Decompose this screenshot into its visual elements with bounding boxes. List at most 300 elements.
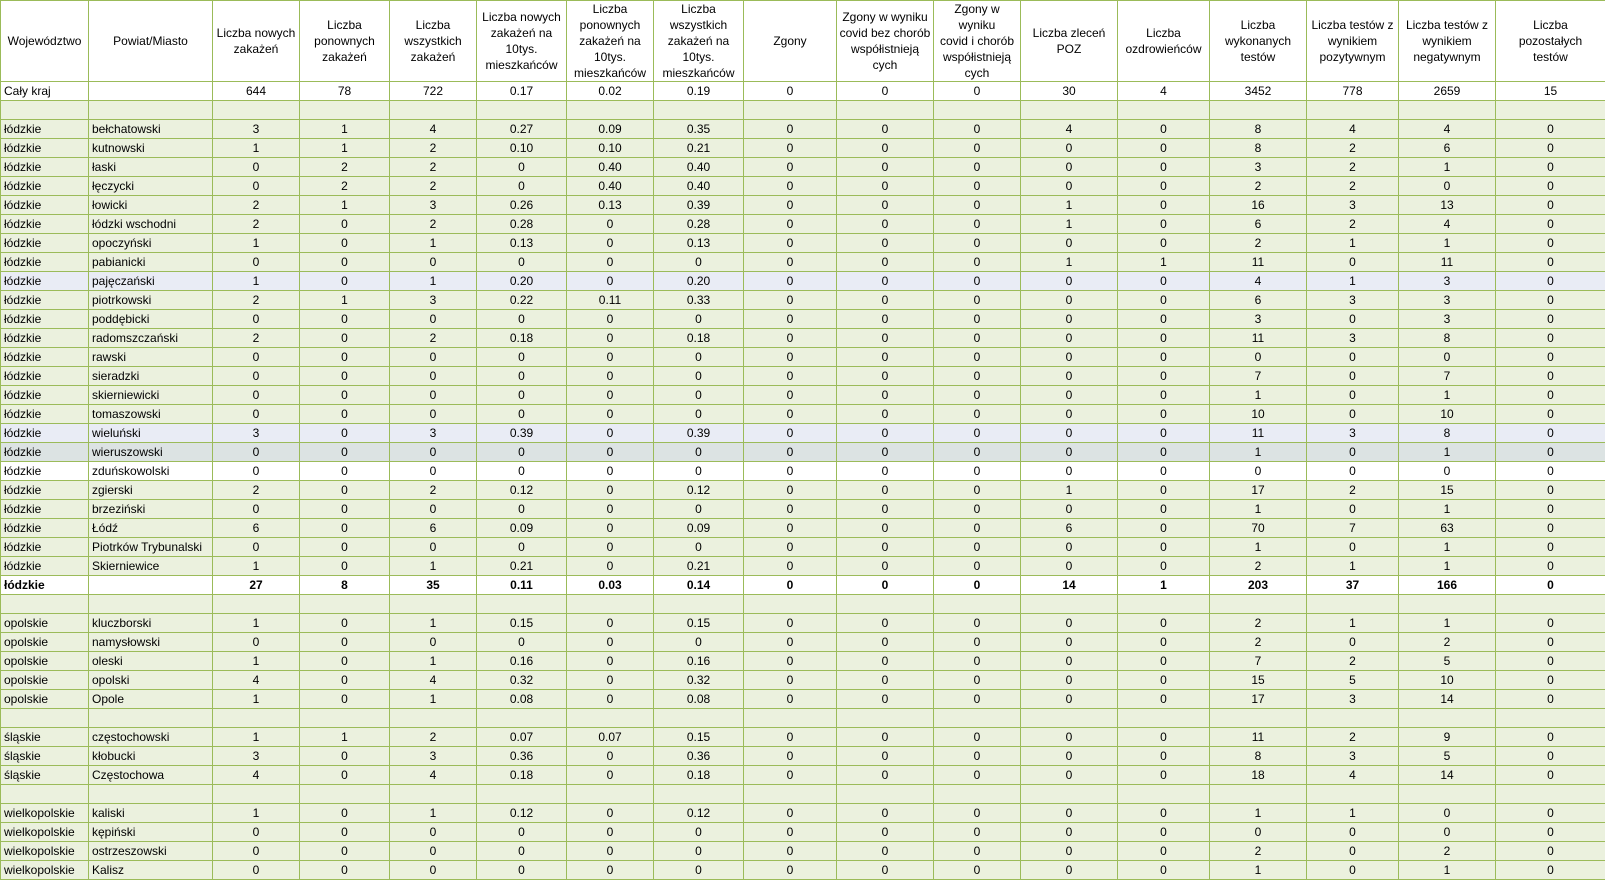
table-cell bbox=[1210, 785, 1307, 804]
table-cell: 0 bbox=[567, 310, 654, 329]
table-cell: Częstochowa bbox=[89, 766, 213, 785]
table-cell: 3 bbox=[390, 196, 477, 215]
table-cell: 10 bbox=[1210, 405, 1307, 424]
table-cell: łódzkie bbox=[1, 500, 89, 519]
table-row bbox=[1, 234, 1605, 253]
table-cell: 2 bbox=[390, 329, 477, 348]
table-cell bbox=[837, 101, 934, 120]
table-cell: 0.21 bbox=[477, 557, 567, 576]
table-cell: 0 bbox=[1496, 139, 1605, 158]
table-cell: łódzkie bbox=[1, 272, 89, 291]
column-header-line: wynikiem bbox=[1327, 34, 1378, 48]
table-cell: 0.18 bbox=[654, 329, 744, 348]
table-cell: 0 bbox=[744, 386, 837, 405]
table-cell: 0 bbox=[390, 633, 477, 652]
table-cell: 0 bbox=[1496, 177, 1605, 196]
table-cell: 0 bbox=[567, 253, 654, 272]
table-cell: 1 bbox=[390, 557, 477, 576]
table-cell: 0 bbox=[1496, 120, 1605, 139]
table-cell: 0 bbox=[934, 120, 1021, 139]
table-cell: 0 bbox=[1118, 329, 1210, 348]
table-cell bbox=[477, 709, 567, 728]
table-cell: 0 bbox=[934, 367, 1021, 386]
table-cell: 78 bbox=[300, 82, 390, 101]
table-cell: wielkopolskie bbox=[1, 804, 89, 823]
table-cell: 0 bbox=[934, 747, 1021, 766]
table-cell: opolskie bbox=[1, 671, 89, 690]
table-cell bbox=[744, 595, 837, 614]
table-cell: 0 bbox=[744, 614, 837, 633]
table-cell: 4 bbox=[390, 120, 477, 139]
table-cell: zduńskowolski bbox=[89, 462, 213, 481]
table-cell: 2 bbox=[1307, 652, 1399, 671]
table-cell: 2 bbox=[390, 728, 477, 747]
table-cell: 0 bbox=[837, 196, 934, 215]
table-cell bbox=[1496, 101, 1605, 120]
table-row bbox=[1, 728, 1605, 747]
table-cell: 0 bbox=[477, 462, 567, 481]
table-cell: 4 bbox=[1210, 272, 1307, 291]
column-header bbox=[744, 1, 837, 82]
table-cell: 1 bbox=[1399, 861, 1496, 880]
table-cell: 0 bbox=[1118, 177, 1210, 196]
table-cell: 2 bbox=[1307, 158, 1399, 177]
table-cell: 2 bbox=[300, 177, 390, 196]
table-cell: 0 bbox=[934, 462, 1021, 481]
table-cell bbox=[213, 101, 300, 120]
table-cell: 0 bbox=[390, 367, 477, 386]
table-cell: 0 bbox=[300, 614, 390, 633]
table-cell: 0 bbox=[1021, 671, 1118, 690]
table-cell: 0.40 bbox=[567, 177, 654, 196]
table-cell: 0 bbox=[1118, 424, 1210, 443]
table-cell: 0 bbox=[300, 861, 390, 880]
table-cell: 0 bbox=[1118, 538, 1210, 557]
table-cell bbox=[89, 576, 213, 595]
table-cell: 0.03 bbox=[567, 576, 654, 595]
table-cell bbox=[744, 101, 837, 120]
table-cell: 0 bbox=[1496, 671, 1605, 690]
table-cell: 0 bbox=[390, 310, 477, 329]
table-row bbox=[1, 538, 1605, 557]
table-cell: 1 bbox=[213, 614, 300, 633]
table-cell bbox=[654, 709, 744, 728]
table-cell: 16 bbox=[1210, 196, 1307, 215]
table-cell bbox=[1307, 101, 1399, 120]
table-cell: 0.26 bbox=[477, 196, 567, 215]
table-cell: 0 bbox=[1021, 690, 1118, 709]
table-cell bbox=[1, 785, 89, 804]
table-cell: 15 bbox=[1496, 82, 1605, 101]
table-cell: 3 bbox=[1307, 747, 1399, 766]
table-cell: 0 bbox=[300, 462, 390, 481]
table-cell: 0.18 bbox=[477, 766, 567, 785]
table-cell: 1 bbox=[1210, 500, 1307, 519]
table-cell: 0 bbox=[1021, 348, 1118, 367]
table-cell: 1 bbox=[300, 291, 390, 310]
table-cell: łowicki bbox=[89, 196, 213, 215]
table-cell: 0 bbox=[1496, 481, 1605, 500]
table-cell: 0 bbox=[837, 633, 934, 652]
table-cell: 0 bbox=[837, 424, 934, 443]
table-cell: 4 bbox=[1399, 215, 1496, 234]
column-header-line: Liczba testów z bbox=[1405, 18, 1489, 32]
table-cell: 0 bbox=[934, 405, 1021, 424]
table-cell bbox=[89, 595, 213, 614]
table-cell: 0 bbox=[567, 861, 654, 880]
table-cell: 0 bbox=[934, 177, 1021, 196]
table-cell: 3 bbox=[390, 424, 477, 443]
table-cell: 0.40 bbox=[654, 177, 744, 196]
table-cell: 2 bbox=[213, 481, 300, 500]
table-cell: 0 bbox=[837, 804, 934, 823]
table-cell: 0 bbox=[1118, 519, 1210, 538]
table-cell: 1 bbox=[213, 728, 300, 747]
table-cell: 0 bbox=[300, 747, 390, 766]
column-header-line: wszystkich bbox=[669, 18, 728, 32]
table-cell: 0 bbox=[1118, 291, 1210, 310]
table-cell bbox=[567, 101, 654, 120]
table-cell: 0 bbox=[1021, 766, 1118, 785]
table-cell: 2 bbox=[390, 215, 477, 234]
table-cell: 0 bbox=[1021, 291, 1118, 310]
table-cell: 0 bbox=[477, 861, 567, 880]
table-cell bbox=[837, 785, 934, 804]
table-row bbox=[1, 614, 1605, 633]
table-cell: 0.16 bbox=[477, 652, 567, 671]
table-cell: 0 bbox=[567, 519, 654, 538]
table-cell: 0 bbox=[1118, 652, 1210, 671]
table-cell: 3 bbox=[1307, 690, 1399, 709]
table-cell: 0 bbox=[744, 367, 837, 386]
table-cell: 27 bbox=[213, 576, 300, 595]
column-header-line: Liczba testów z bbox=[1311, 18, 1394, 32]
table-cell: 0 bbox=[1496, 690, 1605, 709]
table-cell: 0 bbox=[934, 614, 1021, 633]
table-cell: 0 bbox=[837, 747, 934, 766]
table-cell: 0.09 bbox=[567, 120, 654, 139]
table-cell: 0.35 bbox=[654, 120, 744, 139]
table-cell: Piotrków Trybunalski bbox=[89, 538, 213, 557]
column-header-line: zakażeń bbox=[233, 42, 279, 56]
table-cell: 0 bbox=[654, 405, 744, 424]
table-cell: 0 bbox=[837, 405, 934, 424]
table-cell: 0 bbox=[390, 348, 477, 367]
column-header bbox=[1210, 1, 1307, 82]
table-cell: 1 bbox=[1021, 196, 1118, 215]
table-cell: 3 bbox=[213, 424, 300, 443]
table-cell: 0 bbox=[1496, 158, 1605, 177]
table-cell: 0 bbox=[1021, 500, 1118, 519]
table-cell: 0.39 bbox=[654, 196, 744, 215]
table-cell: 3 bbox=[390, 747, 477, 766]
table-cell: opolskie bbox=[1, 690, 89, 709]
table-cell: 17 bbox=[1210, 690, 1307, 709]
table-cell: 0 bbox=[567, 538, 654, 557]
table-cell: 3 bbox=[1307, 424, 1399, 443]
table-cell: 0 bbox=[1496, 804, 1605, 823]
table-cell: 4 bbox=[1399, 120, 1496, 139]
table-cell: 0 bbox=[654, 538, 744, 557]
table-cell: brzeziński bbox=[89, 500, 213, 519]
table-cell: 0 bbox=[1021, 614, 1118, 633]
table-cell: 0 bbox=[1021, 728, 1118, 747]
table-cell: 0 bbox=[300, 766, 390, 785]
table-cell: 0 bbox=[1496, 614, 1605, 633]
table-cell: 0 bbox=[1118, 272, 1210, 291]
table-cell: 0 bbox=[300, 538, 390, 557]
table-cell: 0 bbox=[567, 215, 654, 234]
table-cell: 10 bbox=[1399, 671, 1496, 690]
table-cell: 8 bbox=[1210, 120, 1307, 139]
table-row bbox=[1, 652, 1605, 671]
table-cell: 0 bbox=[1496, 310, 1605, 329]
table-cell: 1 bbox=[390, 614, 477, 633]
table-row bbox=[1, 747, 1605, 766]
table-cell bbox=[1496, 785, 1605, 804]
table-cell bbox=[89, 101, 213, 120]
table-cell: 1 bbox=[1210, 861, 1307, 880]
table-cell: 6 bbox=[390, 519, 477, 538]
table-row bbox=[1, 196, 1605, 215]
table-cell bbox=[1118, 595, 1210, 614]
table-body bbox=[1, 82, 1605, 880]
table-cell: 13 bbox=[1399, 196, 1496, 215]
table-cell: łódzkie bbox=[1, 367, 89, 386]
table-cell: 0 bbox=[934, 196, 1021, 215]
table-cell: 0 bbox=[1307, 861, 1399, 880]
table-cell: 0 bbox=[744, 329, 837, 348]
table-cell bbox=[477, 785, 567, 804]
table-row bbox=[1, 405, 1605, 424]
column-header-line: testów bbox=[1240, 50, 1276, 64]
table-cell: 0 bbox=[837, 272, 934, 291]
table-cell: 0 bbox=[1496, 348, 1605, 367]
table-cell: 0 bbox=[1496, 386, 1605, 405]
table-row bbox=[1, 158, 1605, 177]
table-cell: 4 bbox=[213, 671, 300, 690]
table-cell bbox=[300, 709, 390, 728]
table-cell: 0 bbox=[837, 348, 934, 367]
table-cell: 11 bbox=[1210, 728, 1307, 747]
table-cell bbox=[837, 595, 934, 614]
table-cell: 0.14 bbox=[654, 576, 744, 595]
table-cell: 2659 bbox=[1399, 82, 1496, 101]
table-cell: 0.17 bbox=[477, 82, 567, 101]
table-cell: 0 bbox=[1021, 329, 1118, 348]
table-cell: wielkopolskie bbox=[1, 823, 89, 842]
table-cell: 2 bbox=[213, 196, 300, 215]
table-row bbox=[1, 519, 1605, 538]
table-row bbox=[1, 253, 1605, 272]
table-cell: 0 bbox=[1118, 443, 1210, 462]
table-cell: 0 bbox=[567, 652, 654, 671]
table-cell: 0.28 bbox=[477, 215, 567, 234]
table-cell: 0 bbox=[1118, 481, 1210, 500]
table-cell: tomaszowski bbox=[89, 405, 213, 424]
table-cell: 0 bbox=[934, 842, 1021, 861]
table-cell: Łódź bbox=[89, 519, 213, 538]
table-cell bbox=[934, 785, 1021, 804]
table-cell: 1 bbox=[1021, 253, 1118, 272]
table-cell: 0 bbox=[1496, 728, 1605, 747]
table-cell: 1 bbox=[390, 652, 477, 671]
table-row bbox=[1, 291, 1605, 310]
table-cell: 1 bbox=[1210, 538, 1307, 557]
table-cell: 0 bbox=[837, 329, 934, 348]
table-cell: 0 bbox=[1496, 424, 1605, 443]
table-cell: 0 bbox=[837, 443, 934, 462]
table-cell: 0 bbox=[934, 823, 1021, 842]
table-cell: 1 bbox=[213, 804, 300, 823]
table-cell: 0 bbox=[837, 462, 934, 481]
table-cell bbox=[744, 709, 837, 728]
table-row bbox=[1, 500, 1605, 519]
table-cell: 3 bbox=[390, 291, 477, 310]
table-cell: 0 bbox=[1307, 823, 1399, 842]
column-header-line: Liczba bbox=[592, 2, 628, 16]
table-cell: 0 bbox=[390, 462, 477, 481]
table-cell: 0 bbox=[1118, 348, 1210, 367]
table-cell: 0 bbox=[300, 842, 390, 861]
table-cell: 0 bbox=[837, 367, 934, 386]
table-cell: 0 bbox=[654, 386, 744, 405]
table-cell: 0.09 bbox=[654, 519, 744, 538]
table-cell: 0 bbox=[1118, 462, 1210, 481]
table-row bbox=[1, 120, 1605, 139]
table-cell bbox=[1118, 709, 1210, 728]
table-cell: 4 bbox=[1118, 82, 1210, 101]
table-cell: 0 bbox=[934, 557, 1021, 576]
table-cell: 0 bbox=[934, 519, 1021, 538]
table-cell: 0 bbox=[744, 82, 837, 101]
table-cell: 0 bbox=[477, 367, 567, 386]
table-cell: opolskie bbox=[1, 614, 89, 633]
table-cell bbox=[213, 785, 300, 804]
table-cell: 0.10 bbox=[567, 139, 654, 158]
table-cell: 3 bbox=[1399, 310, 1496, 329]
column-header-line: negatywnym bbox=[1413, 50, 1481, 64]
table-cell bbox=[1399, 785, 1496, 804]
table-cell: 0.19 bbox=[654, 82, 744, 101]
table-cell: 1 bbox=[390, 272, 477, 291]
table-cell: 0 bbox=[300, 272, 390, 291]
header-row bbox=[1, 1, 1605, 82]
table-cell: 3 bbox=[213, 120, 300, 139]
table-cell: 0 bbox=[654, 633, 744, 652]
column-header bbox=[837, 1, 934, 82]
table-cell: 17 bbox=[1210, 481, 1307, 500]
table-cell: 3 bbox=[1307, 196, 1399, 215]
table-cell: 0 bbox=[1496, 633, 1605, 652]
table-cell: 0.40 bbox=[567, 158, 654, 177]
table-cell: łódzkie bbox=[1, 120, 89, 139]
table-cell: 0 bbox=[1496, 367, 1605, 386]
table-row bbox=[1, 82, 1605, 101]
table-cell: 0 bbox=[934, 272, 1021, 291]
table-cell: 0 bbox=[567, 462, 654, 481]
table-cell: 0 bbox=[1118, 747, 1210, 766]
table-cell: 0 bbox=[300, 481, 390, 500]
table-cell: 0.13 bbox=[477, 234, 567, 253]
table-cell: 0 bbox=[567, 557, 654, 576]
table-row bbox=[1, 329, 1605, 348]
table-cell: 1 bbox=[213, 557, 300, 576]
table-cell: bełchatowski bbox=[89, 120, 213, 139]
table-cell: 0 bbox=[837, 82, 934, 101]
table-cell: 0 bbox=[934, 538, 1021, 557]
table-cell bbox=[1307, 785, 1399, 804]
table-cell: 0 bbox=[567, 348, 654, 367]
column-header bbox=[390, 1, 477, 82]
table-cell: 0 bbox=[744, 747, 837, 766]
table-cell: 1 bbox=[1399, 614, 1496, 633]
table-cell: łódzkie bbox=[1, 215, 89, 234]
table-cell: 0 bbox=[390, 823, 477, 842]
table-cell: 0 bbox=[213, 500, 300, 519]
table-cell: 1 bbox=[1210, 804, 1307, 823]
column-header-line: Liczba nowych bbox=[216, 26, 296, 40]
table-cell: 0 bbox=[1210, 348, 1307, 367]
table-cell bbox=[567, 595, 654, 614]
table-cell bbox=[1021, 595, 1118, 614]
table-cell: 2 bbox=[1210, 557, 1307, 576]
column-header-line: 10tys. bbox=[682, 50, 715, 64]
table-cell: 0 bbox=[654, 443, 744, 462]
table-cell: 0 bbox=[1021, 310, 1118, 329]
table-cell: łódzkie bbox=[1, 291, 89, 310]
table-cell: 0.39 bbox=[477, 424, 567, 443]
table-cell: 0 bbox=[1118, 120, 1210, 139]
table-cell: 0 bbox=[567, 690, 654, 709]
table-cell: 2 bbox=[1399, 633, 1496, 652]
table-cell: 0 bbox=[1307, 538, 1399, 557]
table-cell: 0 bbox=[744, 158, 837, 177]
table-cell: 0 bbox=[837, 481, 934, 500]
table-cell: 0 bbox=[837, 234, 934, 253]
table-cell: śląskie bbox=[1, 766, 89, 785]
table-cell: 0 bbox=[654, 367, 744, 386]
table-cell: 0 bbox=[213, 538, 300, 557]
table-cell: opolskie bbox=[1, 652, 89, 671]
table-cell: 8 bbox=[1399, 329, 1496, 348]
table-cell: łódzkie bbox=[1, 443, 89, 462]
table-cell: 0 bbox=[1021, 405, 1118, 424]
table-row bbox=[1, 443, 1605, 462]
table-cell: 0 bbox=[1307, 386, 1399, 405]
table-cell: 0 bbox=[213, 367, 300, 386]
table-cell: 0 bbox=[837, 690, 934, 709]
column-header-line: covid i chorób bbox=[939, 34, 1015, 48]
table-cell: 0.33 bbox=[654, 291, 744, 310]
table-cell: 0 bbox=[934, 804, 1021, 823]
table-cell: 0 bbox=[1021, 234, 1118, 253]
table-cell: 1 bbox=[1399, 538, 1496, 557]
table-cell bbox=[89, 785, 213, 804]
table-cell: 1 bbox=[1118, 576, 1210, 595]
table-cell: 0 bbox=[1118, 500, 1210, 519]
table-cell: 203 bbox=[1210, 576, 1307, 595]
table-cell: 0 bbox=[1210, 823, 1307, 842]
table-cell: 1 bbox=[213, 272, 300, 291]
table-row bbox=[1, 842, 1605, 861]
table-cell: 0 bbox=[744, 481, 837, 500]
table-cell: łódzki wschodni bbox=[89, 215, 213, 234]
table-cell: 0 bbox=[1496, 329, 1605, 348]
table-cell: 0.32 bbox=[477, 671, 567, 690]
table-cell: 0 bbox=[1021, 538, 1118, 557]
table-row bbox=[1, 215, 1605, 234]
